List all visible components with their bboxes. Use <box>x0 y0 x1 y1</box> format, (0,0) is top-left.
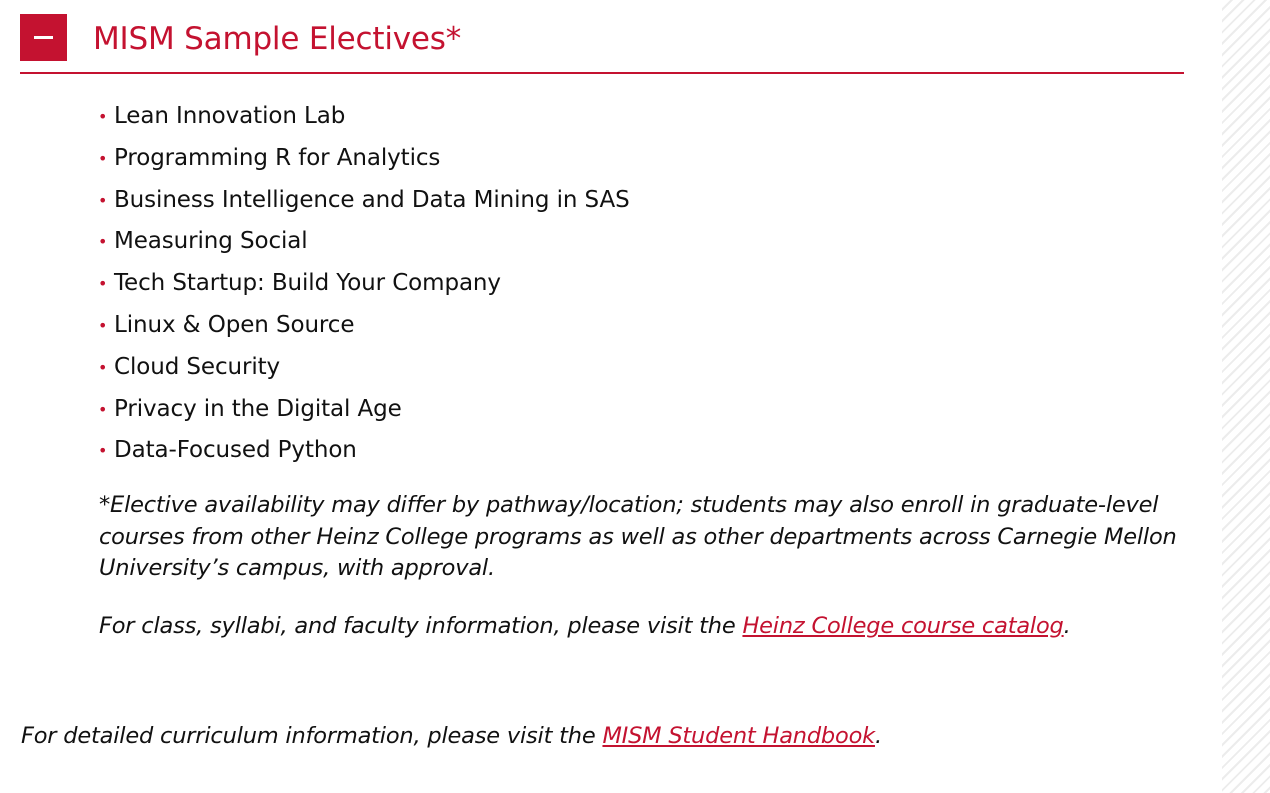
elective-label: Cloud Security <box>114 353 281 380</box>
bullet-icon: • <box>98 441 108 461</box>
bullet-icon: • <box>98 315 108 335</box>
bullet-icon: • <box>98 399 108 419</box>
list-item <box>98 263 630 305</box>
catalog-suffix: . <box>1063 613 1071 639</box>
elective-label: Linux & Open Source <box>114 311 355 338</box>
decorative-stripes <box>1222 0 1270 793</box>
bullet-icon: • <box>98 232 108 252</box>
elective-label: Data-Focused Python <box>114 437 357 464</box>
elective-label: Business Intelligence and Data Mining in SAS <box>114 186 630 213</box>
collapse-toggle-button[interactable] <box>20 14 67 61</box>
elective-label: Privacy in the Digital Age <box>114 395 402 422</box>
elective-label: Tech Startup: Build Your Company <box>114 270 501 297</box>
elective-label: Lean Innovation Lab <box>114 103 346 129</box>
handbook-prefix: For detailed curriculum information, please visit the <box>21 723 603 749</box>
accordion-header[interactable] <box>20 14 1184 74</box>
catalog-info-line <box>99 610 1071 642</box>
bullet-icon: • <box>98 190 108 210</box>
handbook-suffix: . <box>874 723 882 749</box>
course-catalog-link[interactable]: Heinz College course catalog <box>742 613 1064 639</box>
elective-label: Programming R for Analytics <box>114 144 441 171</box>
list-item <box>98 221 630 263</box>
bullet-icon: • <box>98 357 108 377</box>
bullet-icon: • <box>98 274 108 294</box>
list-item <box>98 96 630 138</box>
minus-icon <box>34 36 53 39</box>
handbook-info-line <box>21 720 882 752</box>
elective-availability-note: *Elective availability may differ by pathway/location; students may also enroll in graduate-level courses from other Heinz College programs as well as other departments across Carnegie Mellon University’s campus, with approval. <box>99 492 1177 581</box>
list-item <box>98 305 630 347</box>
accordion-title[interactable]: MISM Sample Electives* <box>93 21 462 57</box>
bullet-icon: • <box>98 148 108 168</box>
catalog-prefix: For class, syllabi, and faculty information, please visit the <box>99 613 743 639</box>
list-item <box>98 347 630 389</box>
electives-list <box>98 96 630 472</box>
list-item <box>98 138 630 180</box>
list-item <box>98 389 630 431</box>
list-item <box>98 430 630 472</box>
bullet-icon: • <box>98 107 108 126</box>
list-item <box>98 180 630 222</box>
student-handbook-link[interactable]: MISM Student Handbook <box>602 723 875 749</box>
elective-label: Measuring Social <box>114 228 308 255</box>
